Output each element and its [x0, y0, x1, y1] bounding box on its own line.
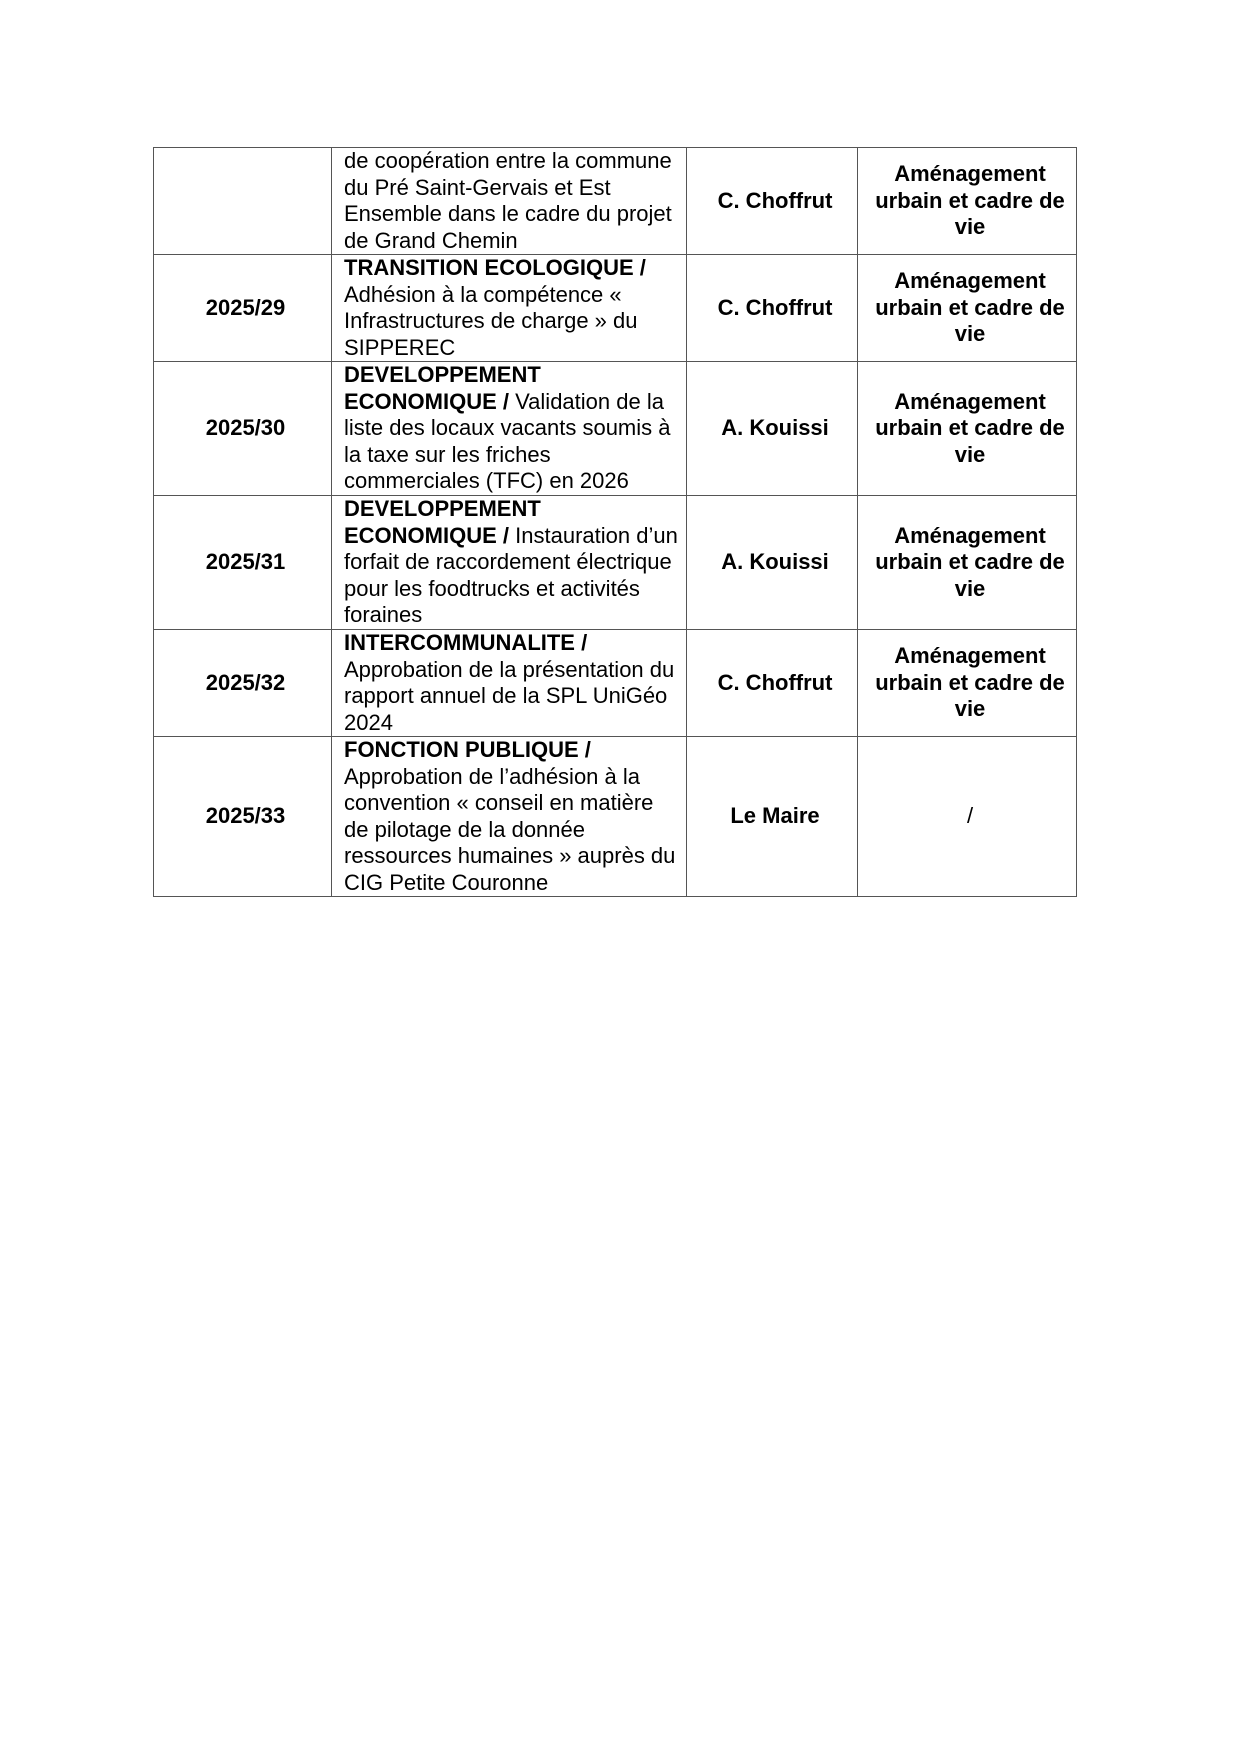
- deliberation-subject: [332, 362, 687, 496]
- subject-text: Adhésion à la compétence « Infrastructures de charge » du SIPPEREC: [344, 281, 638, 360]
- deliberation-number: 2025/33: [154, 737, 332, 897]
- deliberation-subject: [332, 630, 687, 737]
- table-row: [154, 148, 1077, 255]
- rapporteur: A. Kouissi: [687, 496, 858, 630]
- table-row: [154, 737, 1077, 897]
- subject-category: FONCTION PUBLIQUE /: [344, 737, 591, 762]
- commission: Aménagement urbain et cadre de vie: [858, 630, 1077, 737]
- rapporteur: C. Choffrut: [687, 255, 858, 362]
- subject-category: DEVELOPPEMENT ECONOMIQUE /: [344, 496, 541, 548]
- subject-text: Approbation de l’adhésion à la convention « conseil en matière de pilotage de la donnée ressources humaines » auprès du CIG Petite Couronne: [344, 763, 676, 895]
- rapporteur: C. Choffrut: [687, 148, 858, 255]
- subject-category: TRANSITION ECOLOGIQUE /: [344, 255, 646, 280]
- subject-category: INTERCOMMUNALITE /: [344, 630, 588, 655]
- deliberations-table: [153, 147, 1077, 897]
- deliberation-subject: [332, 496, 687, 630]
- deliberation-number: 2025/29: [154, 255, 332, 362]
- subject-text: Instauration d’un forfait de raccordement électrique pour les foodtrucks et activités foraines: [344, 522, 678, 628]
- subject-category: DEVELOPPEMENT ECONOMIQUE /: [344, 362, 541, 414]
- deliberation-number: 2025/31: [154, 496, 332, 630]
- deliberation-subject: [332, 737, 687, 897]
- commission: Aménagement urbain et cadre de vie: [858, 496, 1077, 630]
- subject-text: Validation de la liste des locaux vacants soumis à la taxe sur les friches commerciales (TFC) en 2026: [344, 388, 671, 494]
- rapporteur: Le Maire: [687, 737, 858, 897]
- deliberation-number: 2025/32: [154, 630, 332, 737]
- commission: /: [858, 737, 1077, 897]
- commission: Aménagement urbain et cadre de vie: [858, 148, 1077, 255]
- rapporteur: C. Choffrut: [687, 630, 858, 737]
- commission: Aménagement urbain et cadre de vie: [858, 362, 1077, 496]
- deliberation-number: [154, 148, 332, 255]
- deliberation-subject: [332, 255, 687, 362]
- deliberation-number: 2025/30: [154, 362, 332, 496]
- commission: Aménagement urbain et cadre de vie: [858, 255, 1077, 362]
- deliberation-subject: [332, 148, 687, 255]
- rapporteur: A. Kouissi: [687, 362, 858, 496]
- table-row: [154, 496, 1077, 630]
- table-row: [154, 630, 1077, 737]
- table-row: [154, 362, 1077, 496]
- subject-text: Approbation de la présentation du rapport annuel de la SPL UniGéo 2024: [344, 656, 675, 735]
- table-row: [154, 255, 1077, 362]
- subject-text: de coopération entre la commune du Pré Saint-Gervais et Est Ensemble dans le cadre du projet de Grand Chemin: [344, 148, 672, 253]
